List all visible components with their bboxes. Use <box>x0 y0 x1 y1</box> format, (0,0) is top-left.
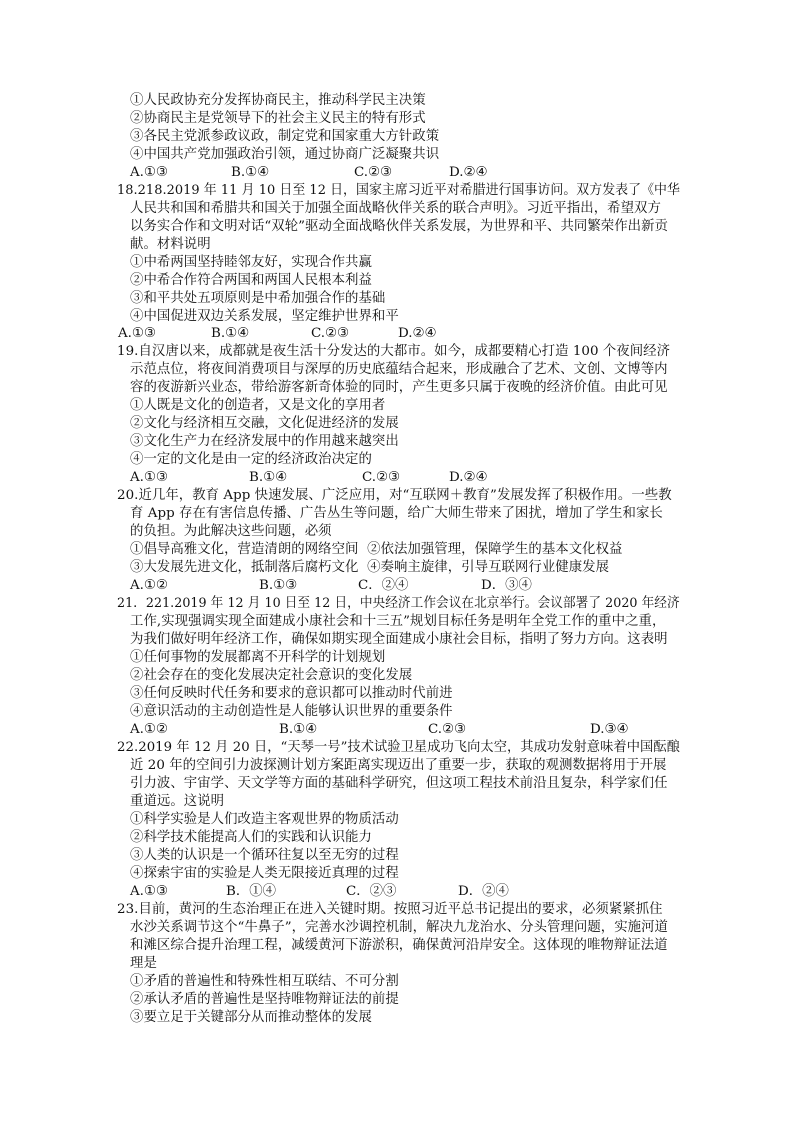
q21-stem-line-2: 工作,实现强调实现全面建成小康社会和十三五”规划目标任务是明年全党工作的重中之重， <box>130 614 666 629</box>
q17-item-1: ①人民政协充分发挥协商民主，推动科学民主决策 <box>130 93 426 108</box>
q21-option-b: B.①④ <box>279 722 318 737</box>
q23-stem-line-2: 水沙关系调节这个“牛鼻子”，完善水沙调控机制，解决九龙治水、分头管理问题，实施河道 <box>130 920 668 935</box>
q20-stem-line-1: 20.近几年，教育 App 快速发展、广泛应用，对“互联网＋教育”发展发挥了积极作用。一些教 <box>117 488 672 503</box>
q21-item-2: ②社会存在的变化发展决定社会意识的变化发展 <box>130 668 413 683</box>
q20-option-d: D．③④ <box>481 578 532 593</box>
q23-item-1: ①矛盾的普遍性和特殊性相互联结、不可分割 <box>130 974 399 989</box>
q18-stem-line-1: 18.218.2019 年 11 月 10 日至 12 日，国家主席习近平对希腊进行国事访问。双方发表了《中华 <box>117 183 680 198</box>
q18-option-b: B.①④ <box>211 326 250 341</box>
q20-option-b: B.①③ <box>259 578 298 593</box>
q18-item-2: ②中希合作符合两国和两国人民根本利益 <box>130 273 372 288</box>
q19-item-1: ①人既是文化的创造者，又是文化的享用者 <box>130 398 386 413</box>
q21-stem-line-3: 为我们做好明年经济工作，确保如期实现全面建成小康社会目标，指明了努力方向。这表明 <box>130 632 668 647</box>
q21-item-3: ③任何反映时代任务和要求的意识都可以推动时代前进 <box>130 686 453 701</box>
q19-item-2: ②文化与经济相互交融，文化促进经济的发展 <box>130 416 399 431</box>
q18-stem-line-3: 以务实合作和文明对话“双轮”驱动全面战略伙伴关系发展，为世界和平、共同繁荣作出新贡 <box>130 219 668 234</box>
q20-item-1: ①倡导高雅文化，营造清朗的网络空间 ②依法加强管理，保障学生的基本文化权益 <box>130 542 623 557</box>
q20-option-c: C．②④ <box>358 578 409 593</box>
q23-item-3: ③要立足于关键部分从而推动整体的发展 <box>130 1010 372 1025</box>
q19-item-3: ③文化生产力在经济发展中的作用越来越突出 <box>130 434 399 449</box>
q23-stem-line-1: 23.目前，黄河的生态治理正在进入关键时期。按照习近平总书记提出的要求，必须紧紧抓住 <box>117 902 663 917</box>
q19-option-a: A.①③ <box>130 470 168 485</box>
q21-option-a: A.①② <box>130 722 168 737</box>
q18-item-1: ①中希两国坚持睦邻友好，实现合作共赢 <box>130 255 372 270</box>
q22-item-2: ②科学技术能提高人们的实践和认识能力 <box>130 830 372 845</box>
q18-item-3: ③和平共处五项原则是中希加强合作的基础 <box>130 291 386 306</box>
q21-option-c: C.②③ <box>428 722 467 737</box>
q23-item-2: ②承认矛盾的普遍性是坚持唯物辩证法的前提 <box>130 992 399 1007</box>
q19-stem-line-3: 容的夜游新兴业态，带给游客新奇体验的同时，产生更多只属于夜晚的经济价值。由此可见 <box>130 380 668 395</box>
q23-stem-line-4: 理是 <box>130 956 157 971</box>
q22-option-d: D．②④ <box>458 884 509 899</box>
q21-item-4: ④意识活动的主动创造性是人能够认识世界的重要条件 <box>130 704 453 719</box>
q17-option-b: B.①④ <box>231 165 270 180</box>
q17-item-4: ④中国共产党加强政治引领，通过协商广泛凝聚共识 <box>130 147 440 162</box>
q20-item-2: ③大发展先进文化，抵制落后腐朽文化 ④奏响主旋律，引导互联网行业健康发展 <box>130 560 610 575</box>
q17-option-c: C.②③ <box>354 165 393 180</box>
q18-option-c: C.②③ <box>311 326 350 341</box>
q20-stem-line-2: 育 App 存在有害信息传播、广告丛生等问题，给广大师生带来了困扰，增加了学生和家长 <box>130 506 663 521</box>
q23-stem-line-3: 和滩区综合提升治理工程，减缓黄河下游淤积，确保黄河沿岸安全。这体现的唯物辩证法道 <box>130 938 668 953</box>
q22-option-b: B．①④ <box>226 884 277 899</box>
q21-stem-line-1: 21．221.2019 年 12 月 10 日至 12 日，中央经济工作会议在北京举行。会议部署了 2020 年经济 <box>117 596 680 611</box>
q22-option-a: A.①③ <box>130 884 168 899</box>
q19-option-b: B.①④ <box>249 470 288 485</box>
q19-stem-line-1: 19.自汉唐以来，成都就是夜生活十分发达的大都市。如今，成都要精心打造 100 个夜间经济 <box>117 344 671 359</box>
q18-stem-line-2: 人民共和国和希腊共和国关于加强全面战略伙伴关系的联合声明》。习近平指出，希望双方 <box>130 201 661 216</box>
q21-option-d: D.③④ <box>590 722 629 737</box>
q18-option-a: A.①③ <box>118 326 156 341</box>
q22-stem-line-3: 引力波、宇宙学、天文学等方面的基础科学研究，但这项工程技术前沿且复杂，科学家们任 <box>130 776 668 791</box>
q22-option-c: C．②③ <box>346 884 397 899</box>
q22-item-1: ①科学实验是人们改造主客观世界的物质活动 <box>130 812 399 827</box>
q19-option-d: D.②④ <box>449 470 488 485</box>
q22-stem-line-2: 近 20 年的空间引力波探测计划方案距离实现迈出了重要一步，获取的观测数据将用于开展 <box>130 758 667 773</box>
q19-item-4: ④一定的文化是由一定的经济政治决定的 <box>130 452 372 467</box>
q18-option-d: D.②④ <box>398 326 437 341</box>
q22-stem-line-4: 重道远。这说明 <box>130 794 225 809</box>
q17-option-d: D.②④ <box>449 165 488 180</box>
q20-stem-line-3: 的负担。为此解决这些问题，必须 <box>130 524 332 539</box>
q17-item-2: ②协商民主是党领导下的社会主义民主的特有形式 <box>130 111 426 126</box>
q21-item-1: ①任何事物的发展都离不开科学的计划规划 <box>130 650 386 665</box>
q22-item-4: ④探索宇宙的实验是人类无限接近真理的过程 <box>130 866 399 881</box>
q20-option-a: A.①② <box>130 578 168 593</box>
q19-option-c: C.②③ <box>362 470 401 485</box>
q17-option-a: A.①③ <box>130 165 168 180</box>
q17-item-3: ③各民主党派参政议政，制定党和国家重大方针政策 <box>130 129 440 144</box>
q22-stem-line-1: 22.2019 年 12 月 20 日，“天琴一号”技术试验卫星成功飞向太空，其成功发射意味着中国酝酿 <box>117 740 680 755</box>
q22-item-3: ③人类的认识是一个循环往复以至无穷的过程 <box>130 848 399 863</box>
q18-item-4: ④中国促进双边关系发展，坚定维护世界和平 <box>130 309 399 324</box>
q18-stem-line-4: 献。材料说明 <box>130 237 211 252</box>
q19-stem-line-2: 示范点位，将夜间消费项目与深厚的历史底蕴结合起来，形成融合了艺术、文创、文博等内 <box>130 362 668 377</box>
